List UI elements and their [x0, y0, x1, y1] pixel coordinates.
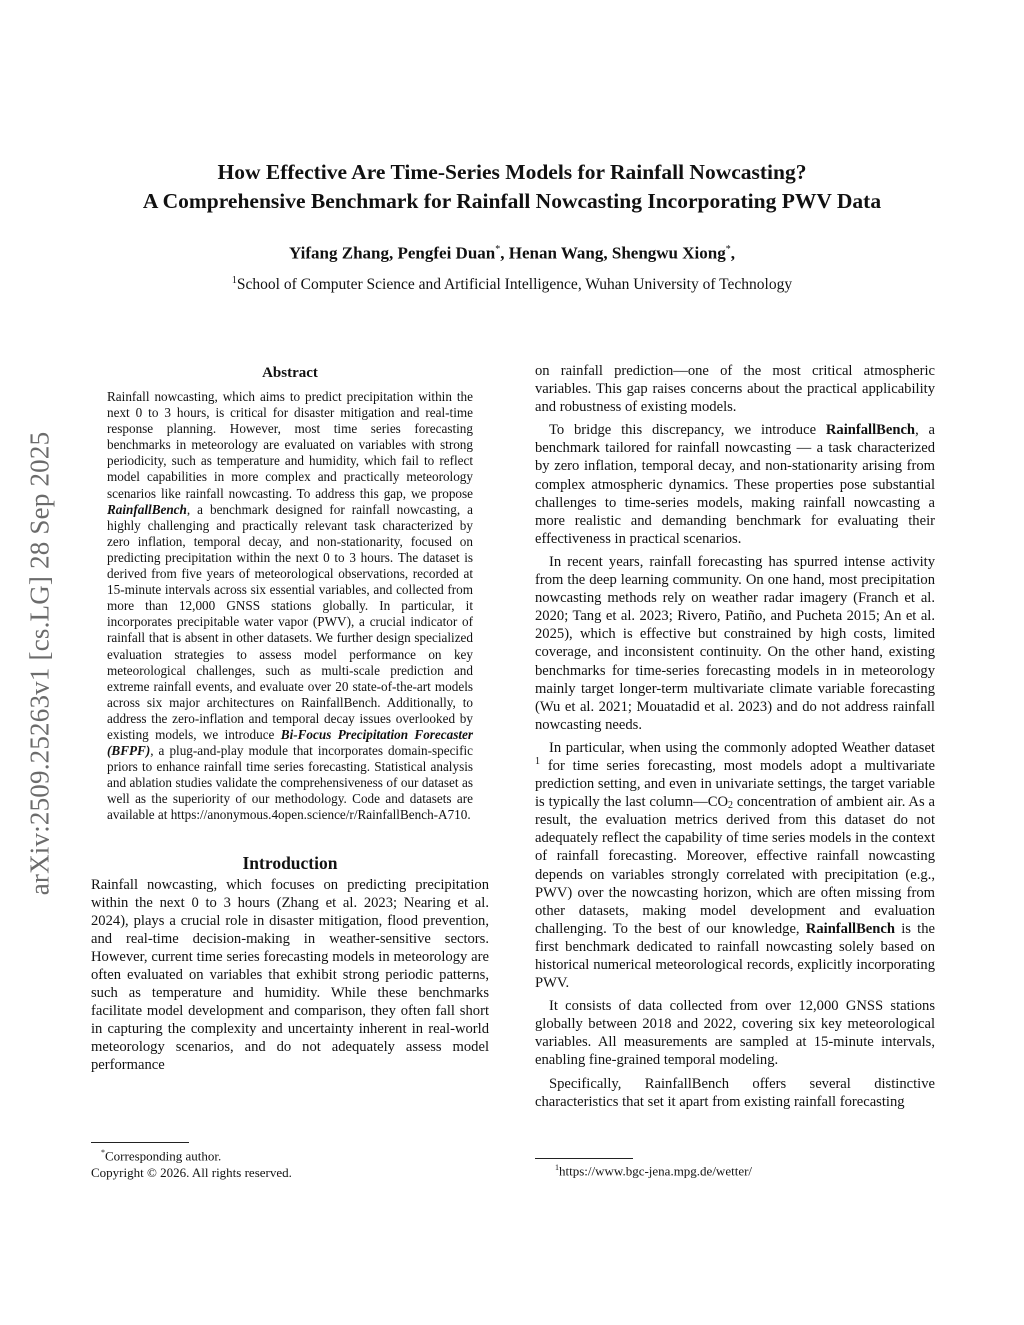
intro-p2-a: To bridge this discrepancy, we introduce [549, 422, 826, 439]
benchmark-name: RainfallBench [107, 501, 187, 517]
paper-title [80, 158, 944, 216]
arxiv-identifier-text: arXiv:2509.25263v1 [cs.LG] 28 Sep 2025 [24, 431, 55, 896]
author-list [80, 238, 944, 266]
abstract-heading: Abstract [262, 365, 318, 381]
intro-p4-d: is the first benchmark dedicated to rainfall nowcasting solely based on historical numerical meteorological records, explicitly incorporating PWV. [535, 920, 935, 992]
intro-p4-a: In particular, when using the commonly adopted Weather dataset [549, 739, 935, 756]
intro-p4-c: concentration of ambient air. As a result, the evaluation metrics derived from this dataset do not adequately reflect the capability of time series models in the context of rainfall forecasting. Moreover, effective rainfall nowcasting depends on variables strongly correlated with precipitation (e.g., PWV) over the nowcasting horizon, which are often missing from other datasets, making model development and evaluation challenging. To the best of our knowledge, [535, 794, 935, 937]
corresponding-mark: * [725, 244, 731, 255]
intro-paragraph-4 [535, 739, 935, 992]
intro-paragraph-1: Rainfall nowcasting, which focuses on predicting precipitation within the next 0 to 3 hours (Zhang et al. 2023; Nearing et al. 2024), plays a crucial role in disaster mitigation, flood prevention, and real-time decision-making in weather-sensitive sectors. However, current time series forecasting models in meteorology are often evaluated on variables that exhibit strong periodic patterns, such as temperature and humidity. While these benchmarks facilitate model development and comparison, they often fall short in capturing the complexity and uncertainty inherent in real-world meteorology scenarios, and do not adequately assess model performance [91, 876, 489, 1074]
intro-paragraph-2 [535, 421, 935, 548]
affiliation-number: 1 [231, 275, 237, 286]
corresponding-footnote [91, 1145, 489, 1165]
author-zhang: Yifang Zhang, [289, 243, 398, 263]
intro-paragraph-5: It consists of data collected from over 12,000 GNSS stations globally between 2018 and 2022, covering six key meteorological variables. All measurements are sampled at 15-minute intervals, enabling fine-grained temporal modeling. [535, 998, 935, 1069]
footnote-url-text: https://www.bgc-jena.mpg.de/wetter/ [559, 1163, 753, 1179]
title-line-1: How Effective Are Time-Series Models for Rainfall Nowcasting? [217, 160, 807, 184]
abstract [107, 362, 473, 824]
author-duan: Pengfei Duan [397, 243, 496, 263]
abstract-text [107, 389, 473, 824]
intro-p4-name: RainfallBench [805, 920, 895, 937]
intro-paragraph-1-continued: on rainfall prediction—one of the most critical atmospheric variables. This gap raises concerns about the practical applicability and robustness of existing models. [535, 363, 935, 416]
corresponding-mark: * [495, 244, 501, 255]
abstract-part-2: , a benchmark designed for rainfall nowcasting, a highly challenging and practically relevant task characterized by zero inflation, temporal decay, and non-stationarity, focused on predicting precipitation within the next 0 to 3 hours. The dataset is derived from five years of meteorological observations, recorded at 15-minute intervals across six essential variables, and collected from more than 12,000 GNSS stations globally. In particular, it incorporates precipitable water vapor (PWV), a crucial indicator of rainfall that is absent in other datasets. We further design specialized evaluation strategies to assess model performance on key meteorological challenges, such as multi-scale prediction and extreme rainfall events, and evaluate over 20 state-of-the-art models across six major architectures on RainfallBench. Additionally, to address the zero-inflation and temporal decay issues overlooked by existing models, we introduce [107, 501, 473, 742]
footnote-divider-right [535, 1158, 633, 1159]
footnote-ref-1: 1 [535, 756, 540, 768]
affiliation-text: School of Computer Science and Artificial Intelligence, Wuhan University of Technology [236, 276, 793, 294]
footnote-url [535, 1160, 935, 1180]
author-xiong: Shengwu Xiong [611, 243, 726, 263]
author-wang: , Henan Wang, [500, 243, 612, 263]
abstract-part-1: Rainfall nowcasting, which aims to predict precipitation within the next 0 to 3 hours, is critical for disaster mitigation and real-time response planning. However, most time series forecasting benchmarks in meteorology are evaluated on variables with strong periodicity, such as temperature and humidity, which fail to reflect model capabilities in more complex and practically meteorology scenarios like rainfall nowcasting. To address this gap, we propose [107, 389, 473, 501]
intro-p2-b: , a benchmark tailored for rainfall nowcasting — a task characterized by zero inflation, temporal decay, and non-stationarity arising from complex atmospheric dynamics. These properties pose substantial challenges to time-series models, making rainfall nowcasting a more realistic and demanding benchmark for evaluating their effectiveness in practical scenarios. [535, 422, 935, 547]
abstract-part-3: , a plug-and-play module that incorporates domain-specific priors to enhance rainfall time series forecasting. Statistical analysis and ablation studies validate the comprehensiveness of our dataset as well as the superiority of our methodology. Code and datasets are available at https://anonymous.4open.science/r/RainfallBench-A710. [107, 743, 473, 823]
module-name: Bi-Focus Precipitation Forecaster (BFPF) [107, 726, 473, 759]
copyright-notice: Copyright © 2026. All rights reserved. [91, 1164, 292, 1180]
corresponding-footnote-text: Corresponding author. [105, 1148, 222, 1164]
intro-p2-name: RainfallBench [825, 422, 916, 439]
introduction-heading: Introduction [242, 852, 338, 873]
footnotes-left [91, 1145, 489, 1181]
author-list-end: , [730, 243, 735, 263]
co2-subscript: 2 [728, 800, 734, 812]
intro-paragraph-6: Specifically, RainfallBench offers several distinctive characteristics that set it apart from existing rainfall forecasting [535, 1075, 935, 1110]
corresponding-footnote-mark: * [101, 1148, 105, 1157]
affiliation [80, 270, 944, 296]
footnote-url-number: 1 [555, 1163, 559, 1172]
right-column [535, 362, 935, 1111]
arxiv-identifier [18, 376, 62, 951]
left-column [91, 362, 489, 1075]
intro-paragraph-3: In recent years, rainfall forecasting has spurred intense activity from the deep learning community. On one hand, most precipitation nowcasting methods rely on weather radar imagery (Franch et al. 2020; Tang et al. 2023; Rivero, Patiño, and Pucheta 2015; An et al. 2025), which is effective but constrained by high costs, limited coverage, and inconsistent continuity. On the other hand, existing benchmarks for time-series forecasting models in in meteorology mainly target longer-term multivariate climate variable forecasting (Wu et al. 2021; Mouatadid et al. 2023) and do not address rainfall nowcasting needs. [535, 553, 935, 733]
title-line-2: A Comprehensive Benchmark for Rainfall Nowcasting Incorporating PWV Data [142, 189, 882, 213]
intro-p4-b: for time series forecasting, most models adopt a multivariate prediction setting, and even in univariate settings, the target variable is typically the last column—CO [535, 757, 935, 811]
footnote-divider-left [91, 1142, 189, 1143]
